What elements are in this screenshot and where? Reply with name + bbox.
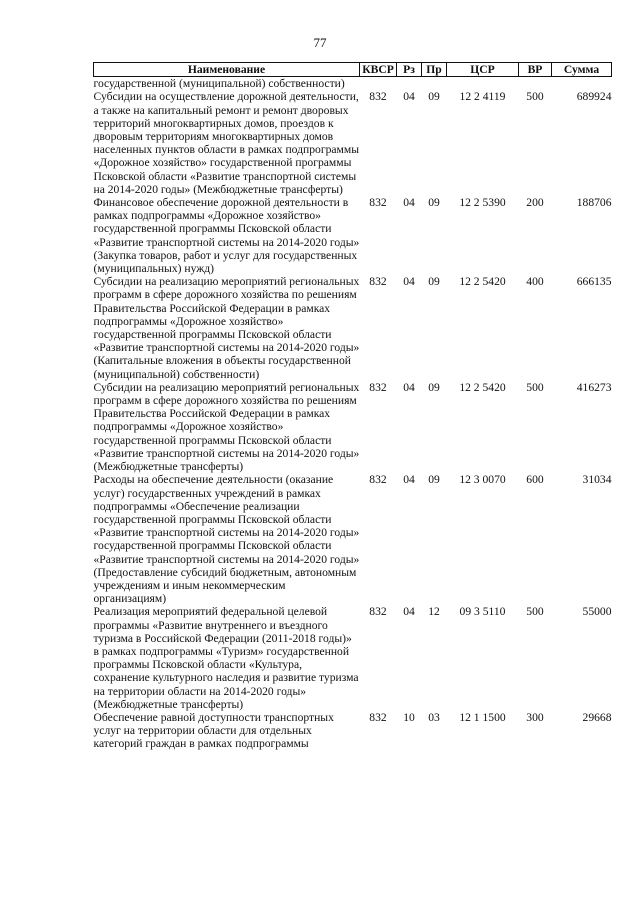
continuation-text: государственной (муниципальной) собственности)	[93, 77, 345, 91]
row-name: Обеспечение равной доступности транспортных услуг на территории области для отдельных категорий граждан в рамках подпрограммы	[93, 710, 334, 751]
row-csr: 12 3 0070	[459, 473, 506, 487]
row-name: Расходы на обеспечение деятельности (оказание услуг) государственных учреждений в рамках подпрограммы «Обеспечение реализации государственной программы Псковской области «Развитие транспортной системы на 2014-2020 годы» государственной программы Псковской области «Развитие транспортной системы на 2014-2020 годы» (Предоставление субсидий бюджетным, автономным учреждениям и иным некоммерческим организациям)	[93, 473, 360, 606]
row-csr: 12 2 5420	[459, 380, 506, 394]
table-row	[94, 90, 612, 196]
row-name: Субсидии на реализацию мероприятий региональных программ в сфере дорожного хозяйства по решениям Правительства Российской Федерации в рамках подпрограммы «Дорожное хозяйство» государственной программы Псковской области «Развитие транспортной системы на 2014-2020 годы» (Капитальные вложения в объекты государственной (муниципальной) собственности)	[93, 275, 360, 381]
row-rz: 10	[403, 710, 415, 724]
row-vr: 500	[526, 605, 544, 619]
header-name: Наименование	[94, 63, 360, 77]
row-kvsr: 832	[369, 196, 387, 210]
table-row	[94, 77, 612, 91]
row-pr: 12	[428, 605, 440, 619]
row-sum: 29668	[582, 710, 612, 724]
row-csr: 12 2 4119	[459, 90, 506, 104]
row-name: Субсидии на осуществление дорожной деятельности, а также на капитальный ремонт и ремонт дворовых территорий многоквартирных домов, проездов к дворовым территориям многоквартирных домов населенных пунктов области в рамках подпрограммы «Дорожное хозяйство» государственной программы Псковской области «Развитие транспортной системы на 2014-2020 годы» (Межбюджетные трансферты)	[93, 90, 360, 196]
header-rz: Рз	[397, 63, 422, 77]
header-pr: Пр	[422, 63, 447, 77]
row-vr: 300	[526, 710, 544, 724]
header-vr: ВР	[519, 63, 552, 77]
row-rz: 04	[403, 380, 415, 394]
row-csr: 12 2 5420	[459, 275, 506, 289]
row-rz: 04	[403, 473, 415, 487]
header-kvsr: КВСР	[360, 63, 397, 77]
row-name: Финансовое обеспечение дорожной деятельности в рамках подпрограммы «Дорожное хозяйство» государственной программы Псковской области «Развитие транспортной системы на 2014-2020 годы» (Закупка товаров, работ и услуг для государственных (муниципальных) нужд)	[93, 196, 360, 276]
row-vr: 400	[526, 275, 544, 289]
row-vr: 500	[526, 380, 544, 394]
row-kvsr: 832	[369, 90, 387, 104]
row-pr: 09	[428, 90, 440, 104]
budget-table	[93, 62, 612, 751]
table-row	[94, 196, 612, 275]
table-row	[94, 275, 612, 381]
header-sum: Сумма	[552, 63, 612, 77]
row-rz: 04	[403, 605, 415, 619]
row-kvsr: 832	[369, 380, 387, 394]
row-kvsr: 832	[369, 473, 387, 487]
row-pr: 09	[428, 380, 440, 394]
row-sum: 188706	[576, 196, 612, 210]
row-vr: 600	[526, 473, 544, 487]
row-kvsr: 832	[369, 605, 387, 619]
row-pr: 09	[428, 196, 440, 210]
row-rz: 04	[403, 196, 415, 210]
row-pr: 09	[428, 275, 440, 289]
row-sum: 666135	[576, 275, 612, 289]
page-number: 77	[313, 35, 327, 50]
row-kvsr: 832	[369, 710, 387, 724]
row-rz: 04	[403, 275, 415, 289]
row-sum: 416273	[576, 380, 612, 394]
header-csr: ЦСР	[447, 63, 519, 77]
row-csr: 12 2 5390	[459, 196, 506, 210]
table-row	[94, 473, 612, 605]
table-row	[94, 605, 612, 711]
row-sum: 689924	[576, 90, 612, 104]
row-sum: 55000	[582, 605, 612, 619]
row-name: Субсидии на реализацию мероприятий региональных программ в сфере дорожного хозяйства по решениям Правительства Российской Федерации в рамках подпрограммы «Дорожное хозяйство» государственной программы Псковской области «Развитие транспортной системы на 2014-2020 годы» (Межбюджетные трансферты)	[93, 380, 360, 474]
row-pr: 03	[428, 710, 440, 724]
row-csr: 12 1 1500	[459, 710, 506, 724]
row-name: Реализация мероприятий федеральной целевой программы «Развитие внутреннего и въездного туризма в Российской Федерации (2011-2018 годы)» в рамках подпрограммы «Туризм» государственной программы Псковской области «Культура, сохранение культурного наследия и развитие туризма на территории области на 2014-2020 годы» (Межбюджетные трансферты)	[93, 605, 359, 711]
table-row	[94, 711, 612, 751]
row-csr: 09 3 5110	[459, 605, 506, 619]
table-header-row	[94, 63, 612, 77]
row-vr: 500	[526, 90, 544, 104]
table-row	[94, 381, 612, 473]
row-pr: 09	[428, 473, 440, 487]
row-kvsr: 832	[369, 275, 387, 289]
row-vr: 200	[526, 196, 544, 210]
row-sum: 31034	[582, 473, 612, 487]
row-rz: 04	[403, 90, 415, 104]
